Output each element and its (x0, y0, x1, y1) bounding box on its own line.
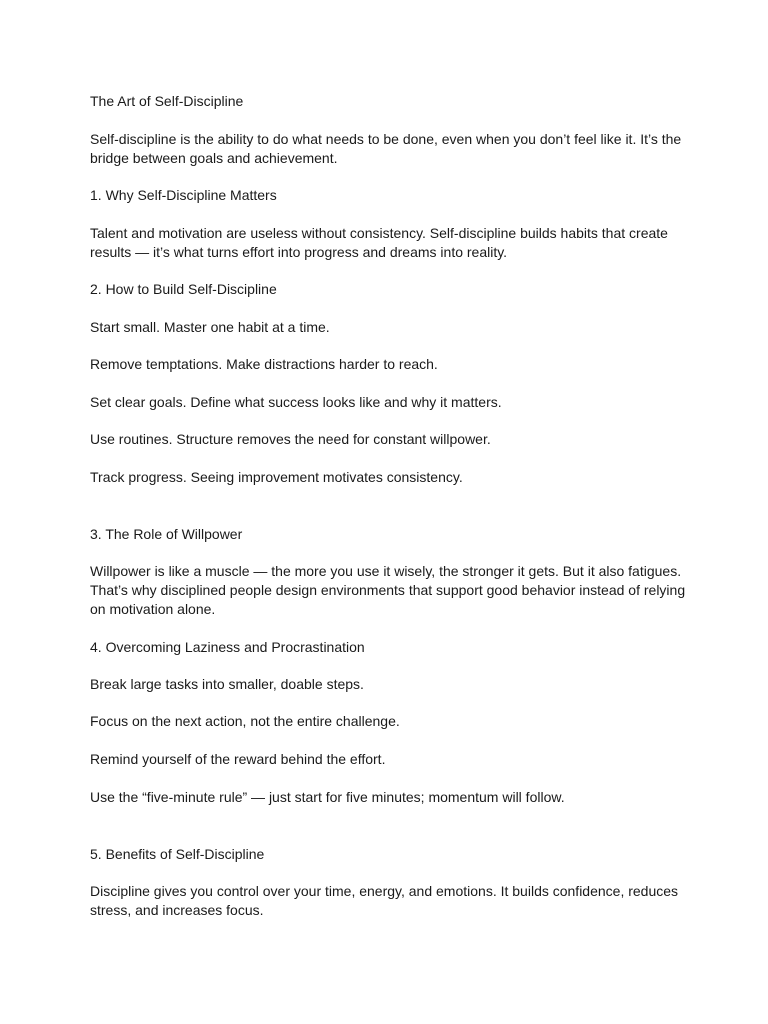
document-title: The Art of Self-Discipline (90, 93, 244, 109)
intro-line: bridge between goals and achievement. (90, 150, 338, 166)
tip-item: Start small. Master one habit at a time. (90, 319, 330, 335)
tip-item: Break large tasks into smaller, doable steps. (90, 676, 364, 692)
section-heading-procrastination: 4. Overcoming Laziness and Procrastination (90, 639, 365, 655)
section-body-line: results — it’s what turns effort into progress and dreams into reality. (90, 244, 508, 260)
section-body-line: Talent and motivation are useless without consistency. Self-discipline builds habits that create (90, 225, 668, 241)
section-body-line: Willpower is like a muscle — the more you use it wisely, the stronger it gets. But it also fatigues. (90, 563, 682, 579)
tip-item: Track progress. Seeing improvement motivates consistency. (90, 469, 463, 485)
tip-item: Use routines. Structure removes the need for constant willpower. (90, 431, 491, 447)
tip-item: Focus on the next action, not the entire challenge. (90, 713, 400, 729)
intro-line: Self-discipline is the ability to do what needs to be done, even when you don’t feel like it. It’s the (90, 131, 682, 147)
section-heading-benefits: 5. Benefits of Self-Discipline (90, 846, 265, 862)
section-body-line: That’s why disciplined people design environments that support good behavior instead of relying (90, 582, 686, 598)
tip-item: Use the “five-minute rule” — just start for five minutes; momentum will follow. (90, 789, 565, 805)
section-heading-why: 1. Why Self-Discipline Matters (90, 187, 277, 203)
tip-item: Set clear goals. Define what success looks like and why it matters. (90, 394, 502, 410)
tip-item: Remove temptations. Make distractions harder to reach. (90, 356, 438, 372)
section-heading-how: 2. How to Build Self-Discipline (90, 281, 277, 297)
section-body-line: on motivation alone. (90, 601, 216, 617)
section-heading-willpower: 3. The Role of Willpower (90, 526, 243, 542)
tip-item: Remind yourself of the reward behind the effort. (90, 751, 386, 767)
section-body-line: stress, and increases focus. (90, 902, 264, 918)
section-body-line: Discipline gives you control over your time, energy, and emotions. It builds confidence, reduces (90, 883, 679, 899)
